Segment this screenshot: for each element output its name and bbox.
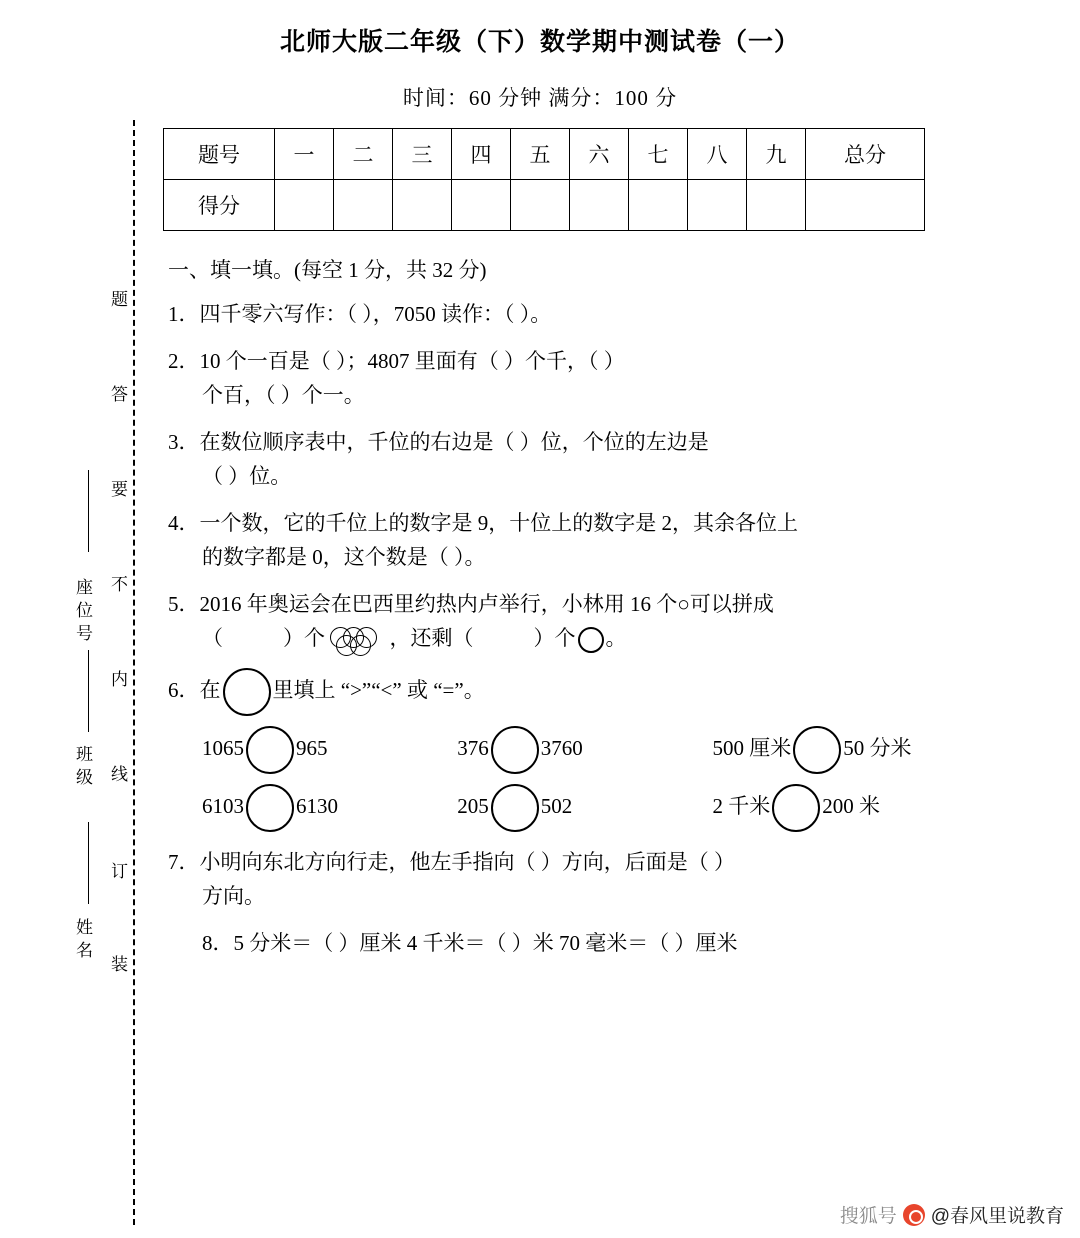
score-cell-total[interactable]	[806, 180, 925, 231]
compare-3-circle[interactable]	[793, 726, 841, 774]
seat-number-label: 座位号	[73, 578, 92, 647]
seat-number-rule	[88, 470, 89, 552]
compare-1-right: 965	[296, 735, 328, 760]
table-row-question-numbers	[164, 129, 925, 180]
compare-3-left: 500 厘米	[712, 735, 792, 760]
dashed-fold-line	[133, 120, 135, 1225]
compare-item-6	[713, 784, 963, 832]
left-margin-annotations	[0, 0, 150, 1238]
compare-item-5	[457, 784, 707, 832]
margin-note-line4: 不	[108, 575, 127, 598]
margin-note-line2: 答	[108, 385, 127, 408]
question-3-line-1: 3．在数位顺序表中，千位的右边是（ ）位，个位的左边是	[168, 430, 709, 455]
question-8-line-1: 8．5 分米＝（ ）厘米 4 千米＝（ ）米 70 毫米＝（ ）厘米	[202, 931, 738, 956]
compare-2-left: 376	[457, 735, 489, 760]
name-label: 姓名	[73, 918, 92, 964]
question-4-line-1: 4．一个数，它的千位上的数字是 9，十位上的数字是 2，其余各位上	[168, 511, 798, 536]
compare-1-circle[interactable]	[246, 726, 294, 774]
score-cell-1[interactable]	[275, 180, 334, 231]
compare-item-1	[202, 726, 452, 774]
question-7	[168, 845, 1048, 913]
table-row-scores	[164, 180, 925, 231]
compare-item-4	[202, 784, 452, 832]
name-rule	[88, 822, 89, 904]
compare-item-2	[457, 726, 707, 774]
class-label: 班级	[73, 745, 92, 791]
score-cell-3[interactable]	[393, 180, 452, 231]
score-table-col-8: 八	[688, 129, 747, 180]
compare-3-right: 50 分米	[843, 735, 912, 760]
compare-6-left: 2 千米	[712, 793, 771, 818]
score-table-col-7: 七	[629, 129, 688, 180]
exam-body	[168, 245, 1048, 973]
question-2-line-1: 2．10 个一百是（ ）；4807 里面有（ ）个千，（ ）	[168, 349, 625, 374]
question-4-line-2: 的数字都是 0，这个数是（ ）。	[202, 545, 486, 570]
compare-5-right: 502	[540, 793, 573, 818]
score-cell-5[interactable]	[511, 180, 570, 231]
compare-row-2	[202, 784, 1048, 832]
question-6	[168, 668, 1048, 832]
margin-note-line1: 题	[108, 290, 127, 313]
section-heading-fill-in: 一、填一填。(每空 1 分，共 32 分)	[168, 258, 487, 282]
compare-5-left: 205	[457, 793, 489, 818]
page-title: 北师大版二年级（下）数学期中测试卷（一）	[279, 29, 800, 56]
score-table-col-4: 四	[452, 129, 511, 180]
score-cell-8[interactable]	[688, 180, 747, 231]
score-table-col-1: 一	[275, 129, 334, 180]
watermark-prefix: 搜狐号	[839, 1206, 897, 1227]
question-5-line-1: 5．2016 年奥运会在巴西里约热内卢举行，小林用 16 个○可以拼成	[168, 592, 774, 617]
question-3	[168, 425, 1048, 493]
question-4	[168, 506, 1048, 574]
compare-circle-icon	[223, 668, 271, 716]
question-1	[168, 297, 1048, 331]
question-2	[168, 344, 1048, 412]
compare-6-circle[interactable]	[772, 784, 820, 832]
compare-item-3	[713, 726, 963, 774]
margin-note-line8: 装	[108, 955, 127, 978]
score-table-col-total: 总分	[806, 129, 925, 180]
score-cell-7[interactable]	[629, 180, 688, 231]
score-table-col-5: 五	[511, 129, 570, 180]
score-table-col-6: 六	[570, 129, 629, 180]
question-6-line-1: 6．在 里填上 “>”“<” 或 “=”。	[168, 668, 1048, 716]
question-1-line-1: 1．四千零六写作：（ ），7050 读作：（ ）。	[168, 302, 552, 327]
score-table-col-2: 二	[334, 129, 393, 180]
score-cell-2[interactable]	[334, 180, 393, 231]
compare-5-circle[interactable]	[491, 784, 539, 832]
class-rule	[88, 650, 89, 732]
watermark-author: @春风里说教育	[930, 1206, 1064, 1227]
score-cell-4[interactable]	[452, 180, 511, 231]
question-3-line-2: （ ）位。	[202, 464, 292, 489]
margin-note-line7: 订	[108, 862, 127, 885]
compare-4-circle[interactable]	[246, 784, 294, 832]
question-7-line-1: 7．小明向东北方向行走，他左手指向（ ）方向，后面是（ ）	[168, 850, 735, 875]
sohu-logo-icon	[903, 1204, 925, 1226]
question-7-line-2: 方向。	[202, 884, 265, 909]
compare-1-left: 1065	[202, 735, 244, 760]
question-8	[168, 926, 1048, 960]
score-table-col-9: 九	[747, 129, 806, 180]
compare-2-circle[interactable]	[491, 726, 539, 774]
margin-note-line3: 要	[108, 480, 127, 503]
circle-icon	[578, 627, 604, 653]
score-cell-9[interactable]	[747, 180, 806, 231]
question-5-line-2: （ ）个 ，还剩（ ）个 。	[168, 621, 1048, 655]
question-5	[168, 587, 1048, 655]
margin-note-line5: 内	[108, 670, 127, 693]
compare-4-right: 6130	[296, 793, 338, 818]
olympic-rings-icon	[330, 627, 384, 653]
compare-2-right: 3760	[540, 735, 583, 760]
compare-4-left: 6103	[202, 793, 244, 818]
margin-note-line6: 线	[108, 765, 127, 788]
score-table-col-3: 三	[393, 129, 452, 180]
question-2-line-2: 个百，（ ）个一。	[202, 383, 365, 408]
watermark	[840, 1201, 1064, 1228]
compare-row-1	[202, 726, 1048, 774]
exam-meta: 时间：60 分钟 满分：100 分	[402, 86, 678, 110]
compare-6-right: 200 米	[822, 793, 880, 818]
score-table-label-score: 得分	[164, 180, 275, 231]
score-table-label-question: 题号	[164, 129, 275, 180]
score-cell-6[interactable]	[570, 180, 629, 231]
score-table	[163, 128, 925, 231]
